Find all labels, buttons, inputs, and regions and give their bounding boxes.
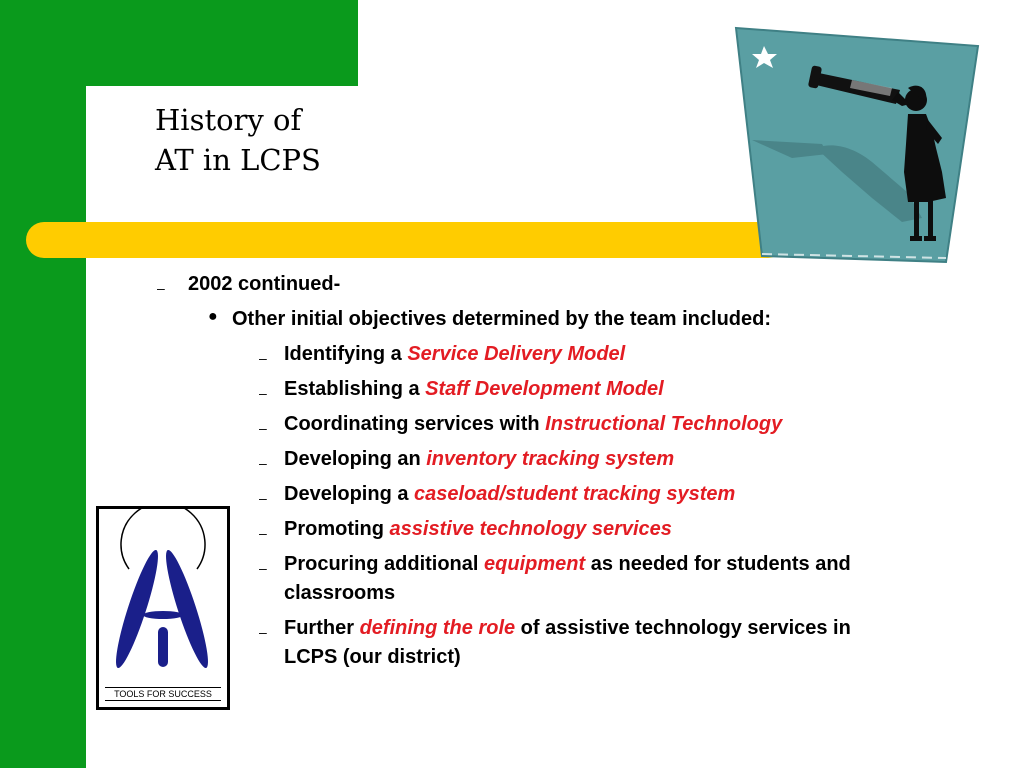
logo-caption: TOOLS FOR SUCCESS (105, 687, 221, 701)
level1-bullet-text: 2002 continued- (188, 273, 341, 295)
list-item (284, 480, 735, 509)
item-highlight: defining the role (359, 617, 516, 639)
list-item (284, 410, 782, 439)
dash-bullet-icon: – (157, 280, 165, 296)
dash-bullet-icon: – (259, 525, 267, 541)
dash-bullet-icon: – (259, 385, 267, 401)
dash-bullet-icon: – (259, 624, 267, 640)
item-highlight: Instructional Technology (545, 413, 783, 435)
item-highlight: Staff Development Model (425, 378, 664, 400)
item-text-rest: as needed for students and (585, 553, 851, 575)
list-item (284, 375, 664, 404)
item-text: Identifying a (284, 343, 408, 365)
dash-bullet-icon: – (259, 420, 267, 436)
list-item (284, 550, 851, 579)
tools-for-success-logo (96, 506, 230, 710)
title-line-2: AT in LCPS (155, 143, 321, 177)
item-highlight: caseload/student tracking system (414, 483, 736, 505)
dash-bullet-icon: – (259, 560, 267, 576)
dot-bullet-icon: ● (208, 308, 218, 325)
list-item (284, 614, 851, 643)
item-text: Coordinating services with (284, 413, 546, 435)
list-item (284, 515, 672, 544)
list-item (284, 445, 674, 474)
item-text: Establishing a (284, 378, 426, 400)
item-highlight: Service Delivery Model (407, 343, 626, 365)
dash-bullet-icon: – (259, 490, 267, 506)
level2-bullet-text: Other initial objectives determined by the team included: (232, 308, 772, 330)
list-item-continuation: LCPS (our district) (284, 646, 461, 668)
dash-bullet-icon: – (259, 350, 267, 366)
list-item (284, 340, 625, 369)
item-highlight: assistive technology services (389, 518, 672, 540)
list-item-continuation: classrooms (284, 582, 396, 604)
item-text: Promoting (284, 518, 390, 540)
title-line-1: History of (155, 103, 302, 137)
dash-bullet-icon: – (259, 455, 267, 471)
item-text-rest: of assistive technology services in (515, 617, 851, 639)
item-highlight: equipment (484, 553, 586, 575)
item-text: Developing a (284, 483, 415, 505)
logo-emblem-icon (99, 509, 227, 679)
item-text: Developing an (284, 448, 427, 470)
item-text: Procuring additional (284, 553, 485, 575)
item-text: Further (284, 617, 360, 639)
item-highlight: inventory tracking system (426, 448, 675, 470)
